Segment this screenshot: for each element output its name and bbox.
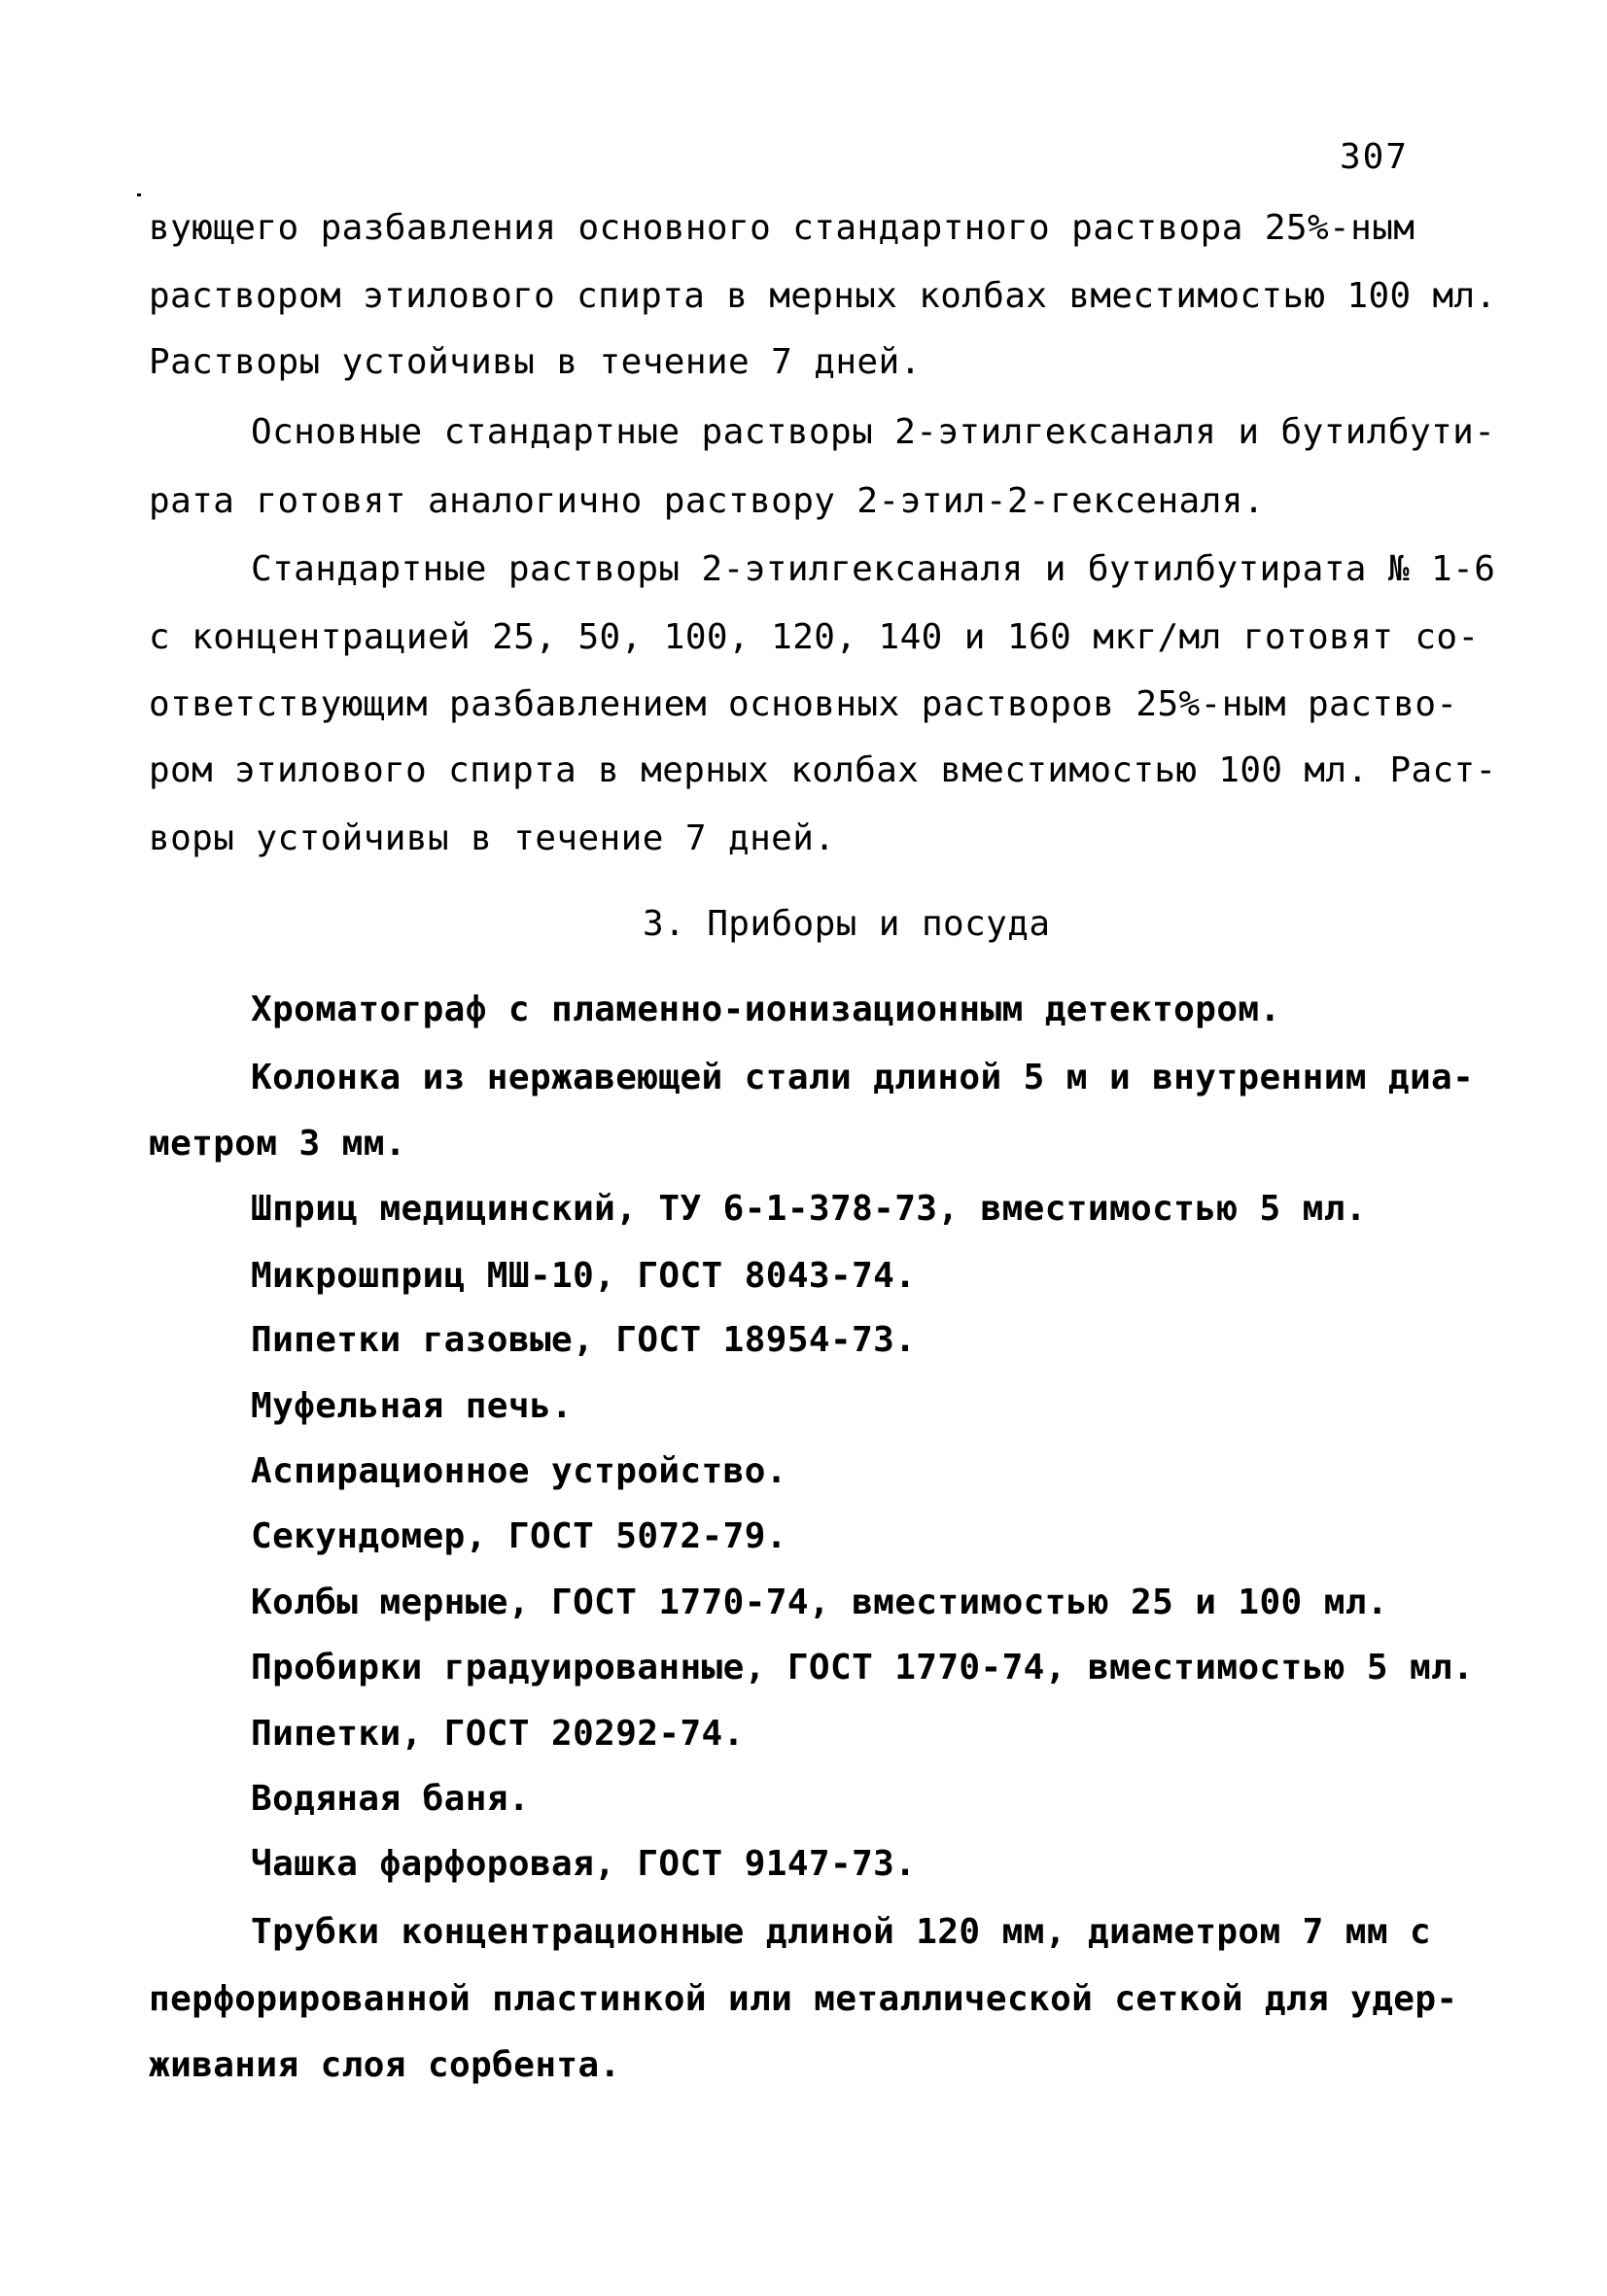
margin-mark — [137, 193, 141, 196]
paragraph-3-line-1: Стандартные растворы 2-этилгексаналя и бутилбутирата № 1-6 — [251, 549, 1496, 589]
section-heading: 3. Приборы и посуда — [643, 904, 1051, 944]
equipment-conc-tubes-line-3: живания слоя сорбента. — [149, 2045, 621, 2085]
equipment-pipettes: Пипетки, ГОСТ 20292-74. — [251, 1714, 745, 1754]
equipment-column-line-1: Колонка из нержавеющей стали длиной 5 м и внутренним диа- — [251, 1058, 1475, 1097]
page-number: 307 — [1340, 137, 1410, 177]
paragraph-1-line-3: Растворы устойчивы в течение 7 дней. — [149, 342, 922, 382]
equipment-gas-pipettes: Пипетки газовые, ГОСТ 18954-73. — [251, 1320, 917, 1360]
equipment-graduated-tubes: Пробирки градуированные, ГОСТ 1770-74, вместимостью 5 мл. — [251, 1648, 1475, 1687]
paragraph-2-line-1: Основные стандартные растворы 2-этилгексаналя и бутилбути- — [251, 412, 1496, 452]
paragraph-1-line-2: раствором этилового спирта в мерных колбах вместимостью 100 мл. — [149, 276, 1497, 316]
equipment-microsyringe: Микрошприц МШ-10, ГОСТ 8043-74. — [251, 1256, 917, 1296]
equipment-conc-tubes-line-2: перфорированной пластинкой или металлической сеткой для удер- — [149, 1979, 1458, 2019]
equipment-conc-tubes-line-1: Трубки концентрационные длиной 120 мм, диаметром 7 мм с — [251, 1912, 1432, 1952]
equipment-flasks: Колбы мерные, ГОСТ 1770-74, вместимостью 25 и 100 мл. — [251, 1583, 1388, 1622]
paragraph-3-line-5: воры устойчивы в течение 7 дней. — [149, 818, 836, 858]
paragraph-3-line-4: ром этилового спирта в мерных колбах вместимостью 100 мл. Раст- — [149, 750, 1497, 790]
equipment-porcelain-cup: Чашка фарфоровая, ГОСТ 9147-73. — [251, 1844, 917, 1884]
equipment-muffle-furnace: Муфельная печь. — [251, 1386, 574, 1426]
paragraph-3-line-3: ответствующим разбавлением основных растворов 25%-ным раство- — [149, 684, 1458, 724]
equipment-stopwatch: Секундомер, ГОСТ 5072-79. — [251, 1516, 787, 1556]
equipment-water-bath: Водяная баня. — [251, 1779, 530, 1819]
paragraph-1-line-1: вующего разбавления основного стандартного раствора 25%-ным — [149, 208, 1415, 248]
paragraph-3-line-2: с концентрацией 25, 50, 100, 120, 140 и 160 мкг/мл готовят со- — [149, 617, 1480, 657]
equipment-syringe: Шприц медицинский, ТУ 6-1-378-73, вместимостью 5 мл. — [251, 1189, 1367, 1229]
paragraph-2-line-2: рата готовят аналогично раствору 2-этил-2-гексеналя. — [149, 481, 1265, 521]
equipment-column-line-2: метром 3 мм. — [149, 1124, 406, 1164]
equipment-chromatograph: Хроматограф с пламенно-ионизационным детектором. — [251, 990, 1281, 1029]
equipment-aspiration-device: Аспирационное устройство. — [251, 1451, 787, 1491]
